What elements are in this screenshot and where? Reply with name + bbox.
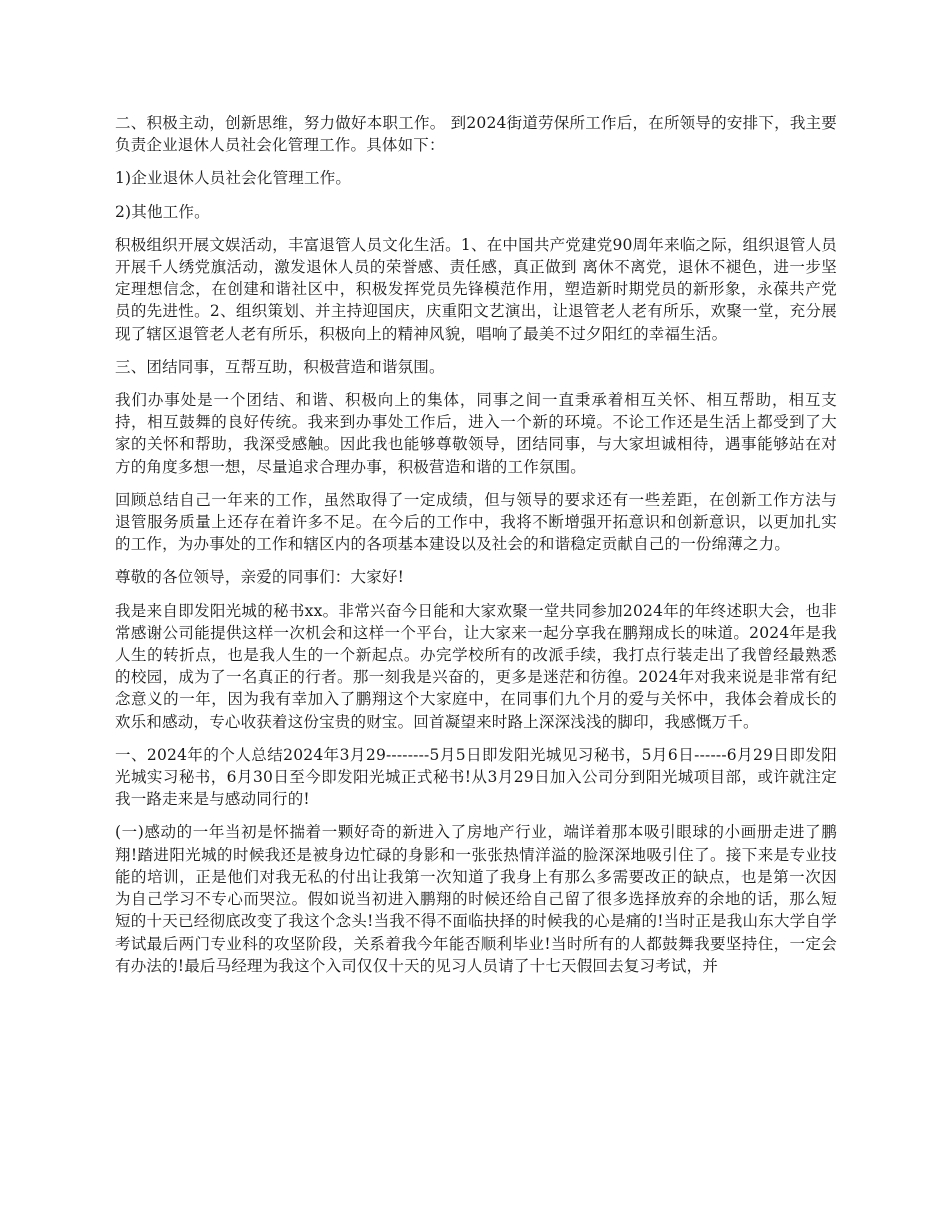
paragraph-work-section-two: 二、积极主动，创新思维，努力做好本职工作。 到2024街道劳保所工作后，在所领导的安排下，我主要负责企业退休人员社会化管理工作。具体如下： (115, 114, 837, 155)
document-page (115, 112, 837, 988)
paragraph-moving-year: (一)感动的一年当初是怀揣着一颗好奇的新进入了房地产行业，端详着那本吸引眼球的小画册走进了鹏翔!踏进阳光城的时候我还是被身边忙碌的身影和一张张热情洋溢的脸深深地吸引住了。接下来是专业技能的培训，正是他们对我无私的付出让我第一次知道了我身上有那么多需要改正的缺点，也是第一次因为自己学习不专心而哭泣。假如说当初进入鹏翔的时候还给自己留了很多选择放弃的余地的话，那么短短的十天已经彻底改变了我这个念头!当我不得不面临抉择的时候我的心是痛的!当时正是我山东大学自学考试最后两门专业科的攻坚阶段，关系着我今年能否顺利毕业!当时所有的人都鼓舞我要坚持住，一定会有办法的!最后马经理为我这个入司仅仅十天的见习人员请了十七天假回去复习考试，并 (115, 823, 837, 975)
paragraph-activities: 积极组织开展文娱活动，丰富退管人员文化生活。1、在中国共产党建党90周年来临之际，组织退管人员开展千人绣党旗活动，激发退休人员的荣誉感、责任感，真正做到 离休不离党，退休不褪色，进一步坚定理想信念，在创建和谐社区中，积极发挥党员先锋模范作用，塑造新时期党员的新形象，永葆共产党员的先进性。2、组织策划、并主持迎国庆，庆重阳文艺演出，让退管老人老有所乐，欢聚一堂，充分展现了辖区退管老人老有所乐，积极向上的精神风貌，唱响了最美不过夕阳红的幸福生活。 (115, 235, 837, 343)
paragraph-review: 回顾总结自己一年来的工作，虽然取得了一定成绩，但与领导的要求还有一些差距，在创新工作方法与退管服务质量上还存在着许多不足。在今后的工作中，我将不断增强开拓意识和创新意识，以更加扎实的工作，为办事处的工作和辖区内的各项基本建设以及社会的和谐稳定贡献自己的一份绵薄之力。 (115, 490, 837, 554)
paragraph-introduction: 我是来自即发阳光城的秘书xx。非常兴奋今日能和大家欢聚一堂共同参加2024年的年终述职大会，也非常感谢公司能提供这样一次机会和这样一个平台，让大家来一起分享我在鹏翔成长的味道。2024年是我人生的转折点，也是我人生的一个新起点。办完学校所有的改派手续，我打点行装走出了我曾经最熟悉的校园，成为了一名真正的行者。那一刻我是兴奋的，更多是迷茫和彷徨。2024年对我来说是非常有纪念意义的一年，因为我有幸加入了鹏翔这个大家庭中，在同事们九个月的爱与关怀中，我体会着成长的欢乐和感动，专心收获着这份宝贵的财宝。回首凝望来时路上深深浅浅的脚印，我感慨万千。 (115, 601, 837, 731)
paragraph-greeting: 尊敬的各位领导，亲爱的同事们：大家好! (115, 568, 405, 587)
paragraph-personal-summary: 一、2024年的个人总结2024年3月29--------5月5日即发阳光城见习秘书，5月6日------6月29日即发阳光城实习秘书，6月30日至今即发阳光城正式秘书!从3月29日加入公司分到阳光城项目部，或许就注定我一路走来是与感动同行的! (115, 745, 837, 809)
paragraph-item-one: 1)企业退休人员社会化管理工作。 (115, 169, 352, 188)
paragraph-item-two: 2)其他工作。 (115, 202, 210, 221)
paragraph-team: 我们办事处是一个团结、和谐、积极向上的集体，同事之间一直秉承着相互关怀、相互帮助，相互支持，相互鼓舞的良好传统。我来到办事处工作后，进入一个新的环境。不论工作还是生活上都受到了大家的关怀和帮助，我深受感触。因此我也能够尊敬领导，团结同事，与大家坦诚相待，遇事能够站在对方的角度多想一想，尽量追求合理办事，积极营造和谐的工作氛围。 (115, 391, 837, 476)
paragraph-work-section-three: 三、团结同事，互帮互助，积极营造和谐氛围。 (115, 357, 445, 376)
